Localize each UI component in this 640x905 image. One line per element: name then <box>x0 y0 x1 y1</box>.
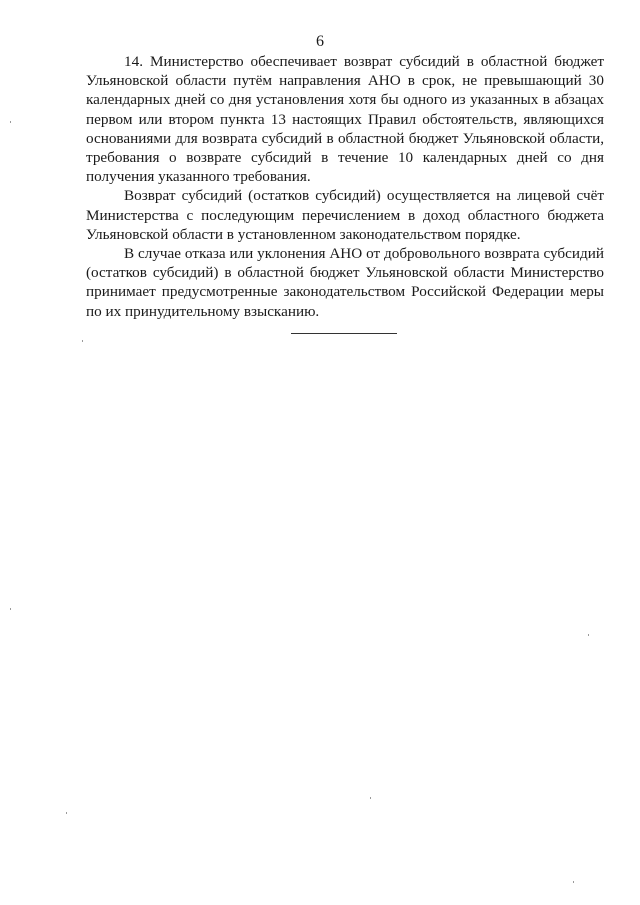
scan-speck <box>10 608 11 610</box>
scan-speck <box>588 634 589 636</box>
paragraph-return-procedure: 14. Министерство обеспечивает возврат субсидий в областной бюджет Ульяновской области путём направления АНО в срок, не превышающий 30 календарных дней со дня установления хотя бы одного из указанных в абзацах первом или втором пункта 13 настоящих Правил обстоятельств, являющихся основаниями для возврата субсидий в областной бюджет Ульяновской области, требования о возврате субсидий в течение 10 календарных дней со дня получения указанного требования. <box>86 53 604 186</box>
page-number: 6 <box>316 33 324 50</box>
scan-speck <box>82 340 83 342</box>
scan-speck <box>573 881 574 883</box>
end-separator-line <box>291 333 397 334</box>
paragraph-return-account: Возврат субсидий (остатков субсидий) осуществляется на лицевой счёт Министерства с последующим перечислением в доход областного бюджета Ульяновской области в установленном законодательством порядке. <box>86 187 604 243</box>
paragraph-enforcement: В случае отказа или уклонения АНО от добровольного возврата субсидий (остатков субсидий) в областной бюджет Ульяновской области Министерство принимает предусмотренные законодательством Российской Федерации меры по их принудительному взысканию. <box>86 245 604 320</box>
document-body <box>86 52 604 321</box>
scan-speck <box>10 121 11 123</box>
scan-speck <box>66 812 67 814</box>
scan-speck <box>370 797 371 799</box>
